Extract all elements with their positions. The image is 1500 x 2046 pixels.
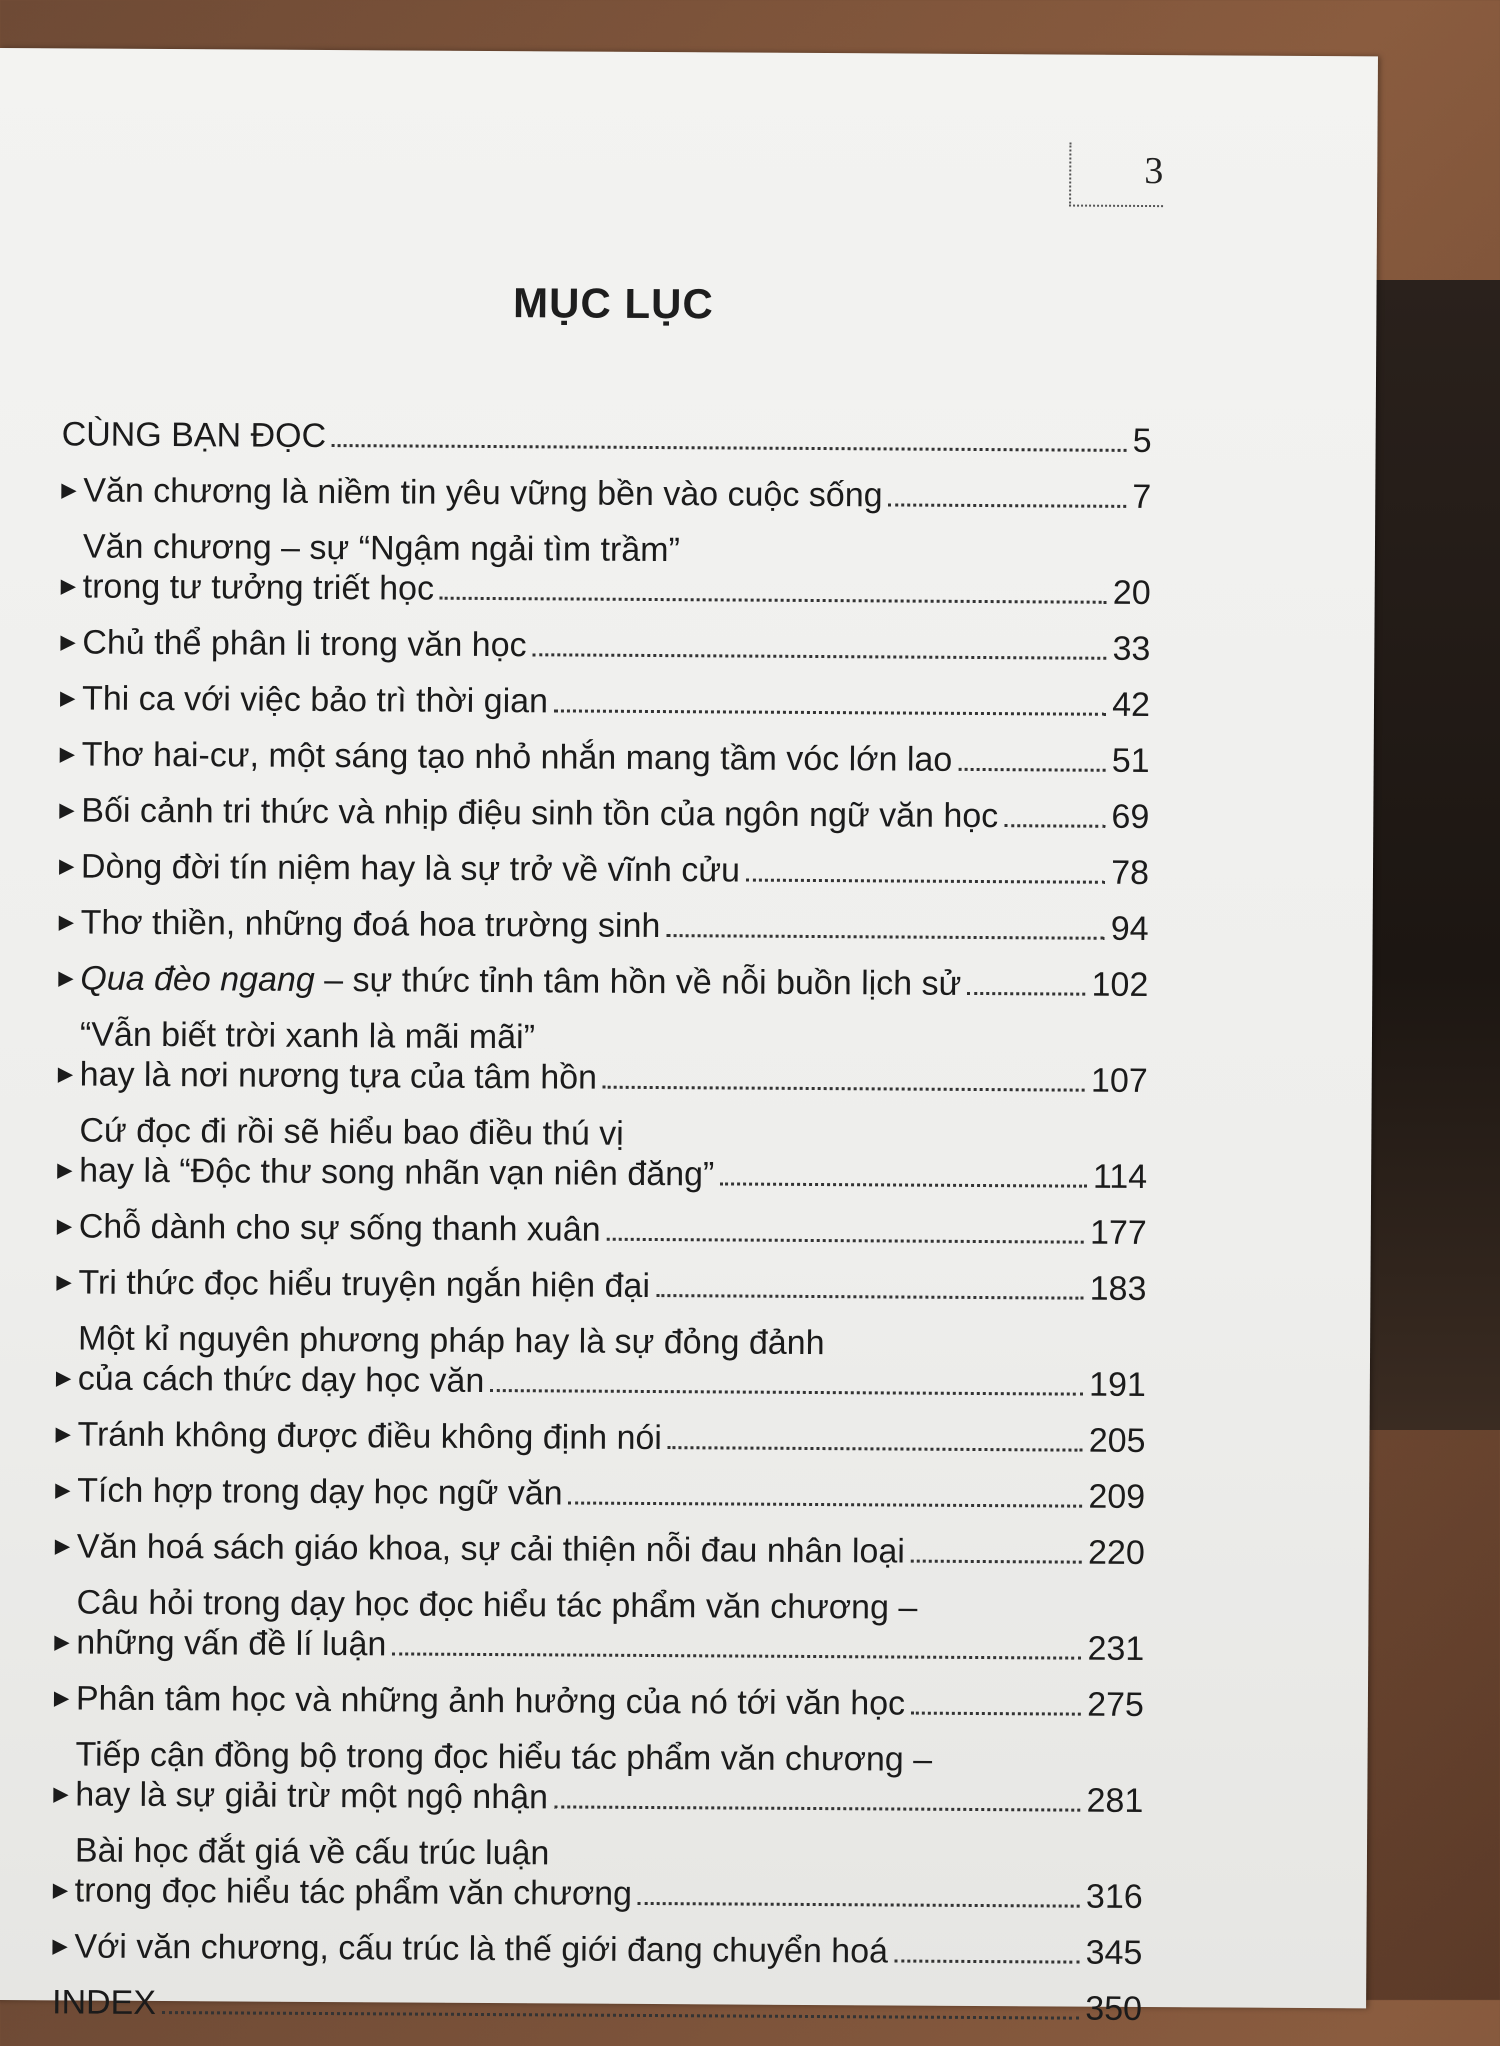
toc-entry bbox=[60, 678, 1150, 725]
toc-entry bbox=[56, 1318, 1146, 1405]
dot-leader bbox=[656, 1294, 1084, 1300]
toc-entry-title: Thơ thiền, những đoá hoa trường sinh bbox=[80, 903, 661, 946]
dot-leader bbox=[162, 2011, 1079, 2020]
dot-leader bbox=[967, 992, 1085, 996]
page-number: 3 bbox=[1144, 149, 1164, 193]
book-page bbox=[0, 48, 1378, 2029]
bullet-icon: ▶ bbox=[56, 1215, 73, 1238]
bullet-icon: ▶ bbox=[57, 1159, 73, 1182]
dot-leader bbox=[392, 1652, 1081, 1659]
page-number-box bbox=[1069, 143, 1163, 208]
toc-page-number: 316 bbox=[1085, 1877, 1143, 1917]
toc-entry bbox=[61, 470, 1151, 517]
dot-leader bbox=[911, 1712, 1081, 1716]
toc-entry bbox=[59, 846, 1149, 893]
toc-entry-title: INDEX bbox=[51, 1983, 157, 2022]
bullet-icon: ▶ bbox=[59, 687, 76, 710]
bullet-icon: ▶ bbox=[56, 1271, 72, 1294]
dot-leader bbox=[607, 1238, 1084, 1244]
dot-leader bbox=[332, 444, 1127, 452]
toc-entry bbox=[59, 790, 1149, 837]
bullet-icon: ▶ bbox=[59, 743, 76, 766]
toc-entry-title: Thơ hai-cư, một sáng tạo nhỏ nhắn mang tầm vóc lớn lao bbox=[81, 735, 953, 779]
toc-entry-title: trong tư tưởng triết học bbox=[82, 567, 435, 608]
dot-leader bbox=[668, 1446, 1083, 1452]
toc-entry-title: Với văn chương, cấu trúc là thế giới đang chuyển hoá bbox=[74, 1927, 889, 1971]
toc-entry bbox=[54, 1582, 1144, 1669]
toc-entry-title: hay là “Độc thư song nhãn vạn niên đăng” bbox=[79, 1151, 715, 1194]
toc-entry bbox=[55, 1526, 1145, 1573]
toc-entry-title: Tránh không được điều không định nói bbox=[77, 1415, 663, 1458]
toc-entry-title: trong đọc hiểu tác phẩm văn chương bbox=[74, 1871, 633, 1913]
toc-page-number: 350 bbox=[1085, 1989, 1143, 2029]
toc-page-number: 78 bbox=[1111, 853, 1150, 893]
toc-page-number: 7 bbox=[1132, 477, 1152, 517]
table-of-contents bbox=[52, 414, 1152, 2045]
bullet-icon: ▶ bbox=[59, 799, 75, 822]
dot-leader bbox=[911, 1560, 1082, 1564]
bullet-icon: ▶ bbox=[53, 1783, 69, 1806]
toc-entry bbox=[59, 902, 1149, 949]
bullet-icon: ▶ bbox=[61, 479, 77, 502]
toc-entry-italic-title: Qua đèo ngang bbox=[80, 959, 315, 999]
toc-page-number: 209 bbox=[1088, 1477, 1146, 1517]
toc-page-number: 42 bbox=[1112, 685, 1151, 725]
toc-entry-title: Cứ đọc đi rồi sẽ hiểu bao điều thú vị bbox=[79, 1111, 624, 1153]
dot-leader bbox=[1004, 824, 1105, 828]
toc-page-number: 51 bbox=[1111, 741, 1150, 781]
toc-entry-title: những vấn đề lí luận bbox=[76, 1623, 387, 1664]
toc-page-number: 102 bbox=[1091, 965, 1149, 1005]
dot-leader bbox=[569, 1502, 1083, 1508]
toc-entry-title: hay là nơi nương tựa của tâm hồn bbox=[79, 1055, 598, 1097]
dot-leader bbox=[603, 1086, 1085, 1092]
toc-entry-title: Một kỉ nguyên phương pháp hay là sự đỏng đảnh bbox=[78, 1319, 825, 1363]
toc-entry bbox=[62, 414, 1152, 461]
toc-page-number: 20 bbox=[1112, 573, 1151, 613]
toc-entry bbox=[55, 1470, 1145, 1517]
toc-page-number: 5 bbox=[1132, 421, 1152, 461]
toc-entry bbox=[60, 734, 1150, 781]
toc-entry bbox=[61, 526, 1151, 613]
toc-entry-title: Tiếp cận đồng bộ trong đọc hiểu tác phẩm văn chương – bbox=[75, 1735, 933, 1779]
bullet-icon: ▶ bbox=[60, 631, 76, 654]
toc-entry bbox=[53, 1830, 1143, 1917]
dot-leader bbox=[490, 1389, 1083, 1396]
bullet-icon: ▶ bbox=[54, 1535, 71, 1558]
toc-page-number: 183 bbox=[1089, 1269, 1147, 1309]
toc-entry-title: Tích hợp trong dạy học ngữ văn bbox=[77, 1471, 563, 1513]
bullet-icon: ▶ bbox=[58, 967, 74, 990]
toc-entry-title: Chỗ dành cho sự sống thanh xuân bbox=[78, 1207, 601, 1249]
toc-entry bbox=[52, 1982, 1142, 2029]
toc-page-number: 114 bbox=[1092, 1157, 1148, 1197]
bullet-icon: ▶ bbox=[53, 1687, 70, 1710]
bullet-icon: ▶ bbox=[54, 1631, 70, 1654]
bullet-icon: ▶ bbox=[57, 1063, 74, 1086]
toc-entry-title: “Vẫn biết trời xanh là mãi mãi” bbox=[79, 1015, 536, 1057]
toc-page-number: 107 bbox=[1090, 1061, 1148, 1101]
toc-entry bbox=[58, 958, 1148, 1005]
bullet-icon: ▶ bbox=[55, 1423, 71, 1446]
dot-leader bbox=[720, 1182, 1087, 1187]
toc-entry-title: Qua đèo ngang – sự thức tỉnh tâm hồn về nỗi buồn lịch sử bbox=[80, 959, 962, 1003]
toc-page-number: 281 bbox=[1086, 1781, 1144, 1821]
toc-entry-title: của cách thức dạy học văn bbox=[77, 1359, 485, 1400]
toc-entry-title: Văn chương – sự “Ngậm ngải tìm trầm” bbox=[82, 527, 680, 570]
toc-entry-title: Bài học đắt giá về cấu trúc luận bbox=[74, 1831, 550, 1873]
bullet-icon: ▶ bbox=[58, 911, 75, 934]
toc-entry-title: Dòng đời tín niệm hay là sự trở về vĩnh cửu bbox=[80, 847, 741, 890]
bullet-icon: ▶ bbox=[52, 1935, 68, 1958]
toc-page-number: 345 bbox=[1085, 1933, 1143, 1973]
toc-page-number: 205 bbox=[1088, 1421, 1146, 1461]
bullet-icon: ▶ bbox=[52, 1879, 69, 1902]
toc-page-number: 220 bbox=[1087, 1533, 1145, 1573]
toc-entry-title: Thi ca với việc bảo trì thời gian bbox=[81, 679, 549, 721]
toc-entry-title: Bối cảnh tri thức và nhịp điệu sinh tồn của ngôn ngữ văn học bbox=[81, 791, 999, 836]
background-surface bbox=[1360, 280, 1500, 1430]
dot-leader bbox=[440, 597, 1107, 604]
toc-entry-title: Văn chương là niềm tin yêu vững bền vào cuộc sống bbox=[83, 471, 883, 515]
toc-entry bbox=[53, 1734, 1143, 1821]
dot-leader bbox=[666, 934, 1104, 940]
toc-entry-title: Văn hoá sách giáo khoa, sự cải thiện nỗi đau nhân loại bbox=[76, 1527, 905, 1571]
page-title: MỤC LỤC bbox=[512, 279, 714, 328]
toc-page-number: 275 bbox=[1087, 1685, 1145, 1725]
toc-entry bbox=[58, 1014, 1148, 1101]
dot-leader bbox=[532, 653, 1106, 660]
toc-page-number: 69 bbox=[1111, 797, 1150, 837]
bullet-icon: ▶ bbox=[58, 855, 75, 878]
toc-entry bbox=[57, 1110, 1147, 1197]
toc-entry-title: Chủ thể phân li trong văn học bbox=[82, 623, 527, 665]
toc-entry-title: Câu hỏi trong dạy học đọc hiểu tác phẩm văn chương – bbox=[76, 1583, 918, 1627]
dot-leader bbox=[746, 879, 1105, 884]
toc-page-number: 177 bbox=[1089, 1213, 1147, 1253]
dot-leader bbox=[638, 1902, 1080, 1908]
toc-entry bbox=[60, 622, 1150, 669]
toc-entry-title: Tri thức đọc hiểu truyện ngắn hiện đại bbox=[78, 1263, 651, 1305]
toc-entry-title: Phân tâm học và những ảnh hưởng của nó tới văn học bbox=[75, 1679, 906, 1723]
toc-entry bbox=[54, 1678, 1144, 1725]
bullet-icon: ▶ bbox=[55, 1367, 72, 1390]
toc-page-number: 191 bbox=[1089, 1365, 1146, 1405]
toc-entry-title: CÙNG BẠN ĐỌC bbox=[61, 415, 327, 455]
toc-page-number: 94 bbox=[1110, 909, 1149, 949]
dot-leader bbox=[554, 1805, 1081, 1811]
toc-entry bbox=[55, 1414, 1145, 1461]
toc-page-number: 33 bbox=[1112, 629, 1151, 669]
toc-entry bbox=[57, 1206, 1147, 1253]
dot-leader bbox=[894, 1959, 1080, 1963]
toc-entry bbox=[52, 1926, 1142, 1973]
dot-leader bbox=[554, 709, 1106, 715]
bullet-icon: ▶ bbox=[55, 1479, 71, 1502]
dot-leader bbox=[958, 768, 1106, 772]
bullet-icon: ▶ bbox=[60, 575, 77, 598]
dot-leader bbox=[889, 503, 1127, 507]
toc-page-number: 231 bbox=[1087, 1629, 1145, 1669]
toc-entry-title: hay là sự giải trừ một ngộ nhận bbox=[75, 1775, 549, 1817]
toc-entry bbox=[56, 1262, 1146, 1309]
